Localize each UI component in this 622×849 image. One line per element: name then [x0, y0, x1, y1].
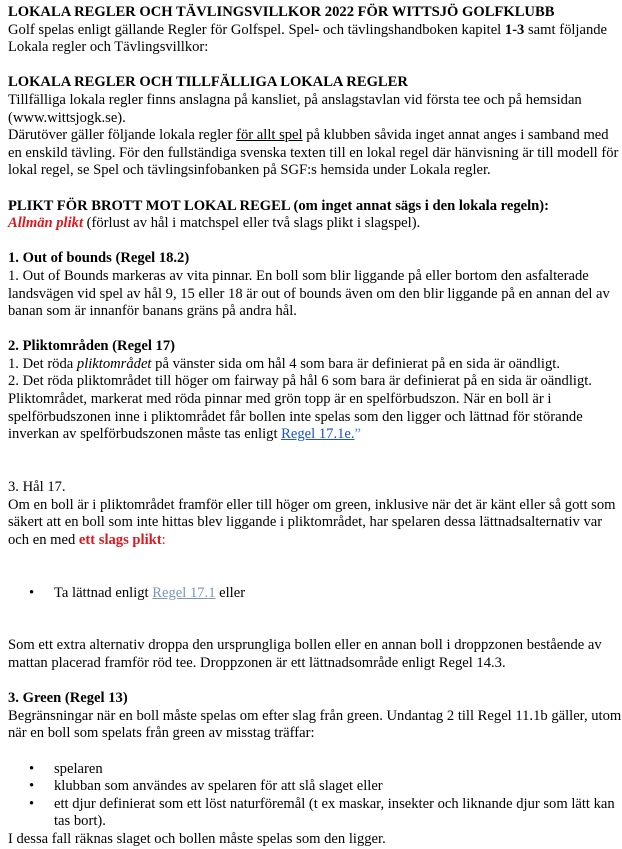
hole-17-options-list — [8, 585, 622, 603]
list-item: • ett djur definierat som ett löst naturföremål (t ex maskar, insekter och liknande djur som lätt kan tas bort). — [29, 795, 615, 830]
section-out-of-bounds-text: 1. Out of Bounds markeras av vita pinnar. En boll som blir liggande på eller bortom den asfalterade landsvägen vid spel av hål 9, 15 eller 18 är out of bounds även om den blir liggande på en annan del av banan som är innanför banans gräns på andra hål. — [8, 267, 610, 320]
section-hole-17-heading: 3. Hål 17. — [8, 479, 66, 496]
list-item: • spelaren — [29, 760, 103, 777]
penalty-paragraph: Allmän plikt (förlust av hål i matchspel eller två slags plikt i slagspel). — [8, 215, 421, 232]
green-closing-paragraph: I dessa fall räknas slaget och bollen måste spelas som den ligger. — [8, 830, 386, 847]
section-green-heading: 3. Green (Regel 13) — [8, 690, 128, 707]
hole-17-paragraph: Om en boll är i pliktområdet framför eller till höger om green, inklusive när det är känt eller så gott som säkert att en boll som inte hittas blev liggande i pliktområdet, har spelaren dessa lättnadsalternativ var och en med ett slags plikt: — [8, 496, 616, 548]
penalty-areas-line-1: 1. Det röda pliktområdet på vänster sida om hål 4 som bara är definierat på en sida är oändligt. — [8, 355, 560, 372]
page-title: LOKALA REGLER OCH TÄVLINGSVILLKOR 2022 FÖR WITTSJÖ GOLFKLUBB — [8, 4, 555, 20]
section-out-of-bounds-heading: 1. Out of bounds (Regel 18.2) — [8, 250, 190, 267]
local-rules-paragraph-2: Därutöver gäller följande lokala regler för allt spel på klubben såvida inget annat anges i samband med en enskild tävling. För den fullständiga svenska texten till en lokal regel där hänvisning är till modell för lokal regel, se Spel och tävlingsinfobanken på SGF:s hemsida under Lokala regler. — [8, 127, 619, 179]
intro-paragraph: Golf spelas enligt gällande Regler för Golfspel. Spel- och tävlingshandboken kapitel 1-3 samt följande Lokala regler och Tävlingsvillkor: — [8, 21, 608, 56]
drop-zone-paragraph: Som ett extra alternativ droppa den ursprungliga bollen eller en annan boll i droppzonen bestående av mattan placerad framför röd tee. Droppzonen är ett lättnadsområde enligt Regel 14.3. — [8, 637, 602, 671]
all-play-emphasis: för allt spel — [236, 127, 303, 144]
section-penalty-areas-heading: 2. Pliktområden (Regel 17) — [8, 338, 175, 355]
list-item: • Ta lättnad enligt Regel 17.1 eller — [29, 584, 246, 601]
no-play-zone-paragraph: Pliktområdet, markerat med röda pinnar med grön topp är en spelförbudszon. När en boll är i spelförbudszonen inne i pliktområdet får bollen inte spelas som den ligger och lättnad för störande inverkan av spelförbudszonen måste tas enligt Regel 17.1e.” — [8, 391, 583, 443]
penalty-heading: PLIKT FÖR BROTT MOT LOKAL REGEL (om inget annat sägs i den lokala regeln): — [8, 197, 549, 214]
rule-17-1-link[interactable]: Regel 17.1 — [152, 584, 216, 601]
green-exceptions-list — [8, 761, 622, 831]
list-item: • klubban som användes av spelaren för att slå slaget eller — [29, 778, 383, 795]
green-paragraph: Begränsningar när en boll måste spelas om efter slag från green. Undantag 2 till Regel 11.1b gäller, utom när en boll som spelats från green av misstag träffar: — [8, 707, 622, 742]
general-penalty-label: Allmän plikt — [8, 215, 84, 232]
local-rules-heading: LOKALA REGLER OCH TILLFÄLLIGA LOKALA REGLER — [8, 74, 408, 91]
penalty-areas-line-2: 2. Det röda pliktområdet till höger om fairway på hål 6 som bara är definierat på en sida är oändligt. — [8, 373, 592, 390]
one-stroke-penalty: ett slags plikt — [78, 531, 162, 548]
rule-17-1e-link[interactable]: Regel 17.1e — [281, 426, 351, 443]
local-rules-paragraph-1: Tillfälliga lokala regler finns anslagna på kansliet, på anslagstavlan vid första tee och på hemsidan (www.wittsjogk.se). — [8, 91, 582, 126]
